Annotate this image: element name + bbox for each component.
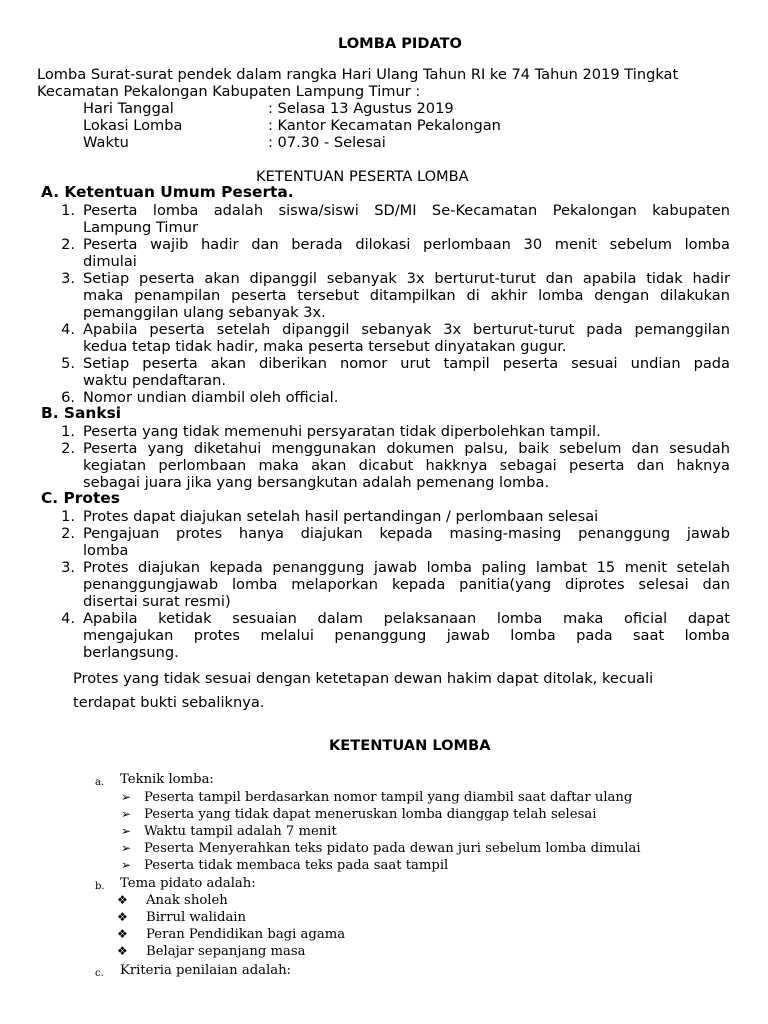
list-item-line: berlangsung.	[83, 644, 179, 661]
teknik-item: Peserta Menyerahkan teks pidato pada dewan juri sebelum lomba dimulai	[144, 841, 641, 856]
list-item-line: pemanggilan ulang sebanyak 3x.	[83, 304, 326, 321]
detail-label-date: Hari Tanggal	[83, 100, 174, 117]
list-item-line: Pengajuan protes hanya diajukan kepada masing-masing penanggung jawab	[83, 525, 730, 542]
tema-item: Birrul walidain	[146, 910, 247, 925]
detail-value-location: : Kantor Kecamatan Pekalongan	[268, 117, 501, 134]
section-heading-peserta: KETENTUAN PESERTA LOMBA	[256, 168, 469, 185]
list-number: 4.	[61, 321, 75, 338]
tema-item: Belajar sepanjang masa	[146, 944, 306, 959]
list-item-line: Protes dapat diajukan setelah hasil pertandingan / perlombaan selesai	[83, 508, 599, 525]
teknik-item: Peserta yang tidak dapat meneruskan lomba dianggap telah selesai	[144, 807, 597, 822]
tema-item: Anak sholeh	[146, 893, 228, 908]
list-letter-b: b.	[95, 881, 105, 892]
list-number: 1.	[61, 508, 75, 525]
list-number: 3.	[61, 559, 75, 576]
section-c-heading: C. Protes	[41, 489, 120, 507]
diamond-bullet-icon: ❖	[117, 893, 128, 907]
detail-value-date: : Selasa 13 Agustus 2019	[268, 100, 454, 117]
list-item-line: maka penampilan peserta tersebut ditampilkan di akhir lomba dengan dilakukan	[83, 287, 730, 304]
list-number: 3.	[61, 270, 75, 287]
list-number: 6.	[61, 389, 75, 406]
diamond-bullet-icon: ❖	[117, 944, 128, 958]
teknik-lomba-label: Teknik lomba:	[120, 772, 214, 787]
intro-line-2: Kecamatan Pekalongan Kabupaten Lampung Timur :	[37, 83, 421, 100]
list-number: 4.	[61, 610, 75, 627]
arrow-bullet-icon: ➢	[121, 807, 132, 821]
list-item-line: penanggungjawab lomba melaporkan kepada panitia(yang diprotes selesai dan	[83, 576, 730, 593]
list-item-line: kedua tetap tidak hadir, maka peserta tersebut dinyatakan gugur.	[83, 338, 567, 355]
list-item-line: Protes diajukan kepada penanggung jawab lomba paling lambat 15 menit setelah	[83, 559, 730, 576]
list-item-line: Setiap peserta akan dipanggil sebanyak 3x berturut-turut dan apabila tidak hadir	[83, 270, 730, 287]
list-item-line: kegiatan perlombaan maka akan dicabut hakknya sebagai peserta dan haknya	[83, 457, 730, 474]
list-item-line: Nomor undian diambil oleh official.	[83, 389, 339, 406]
list-number: 2.	[61, 525, 75, 542]
list-number: 1.	[61, 423, 75, 440]
tema-item: Peran Pendidikan bagi agama	[146, 927, 346, 942]
detail-label-location: Lokasi Lomba	[83, 117, 183, 134]
teknik-item: Peserta tidak membaca teks pada saat tampil	[144, 858, 449, 873]
detail-value-time: : 07.30 - Selesai	[268, 134, 386, 151]
arrow-bullet-icon: ➢	[121, 858, 132, 872]
list-item-line: Setiap peserta akan diberikan nomor urut tampil peserta sesuai undian pada	[83, 355, 730, 372]
list-item-line: Peserta lomba adalah siswa/siswi SD/MI Se-Kecamatan Pekalongan kabupaten	[83, 202, 730, 219]
list-item-line: disertai surat resmi)	[83, 593, 231, 610]
list-item-line: Lampung Timur	[83, 219, 198, 236]
kriteria-label: Kriteria penilaian adalah:	[120, 963, 292, 978]
protes-note-line-1: Protes yang tidak sesuai dengan ketetapan dewan hakim dapat ditolak, kecuali	[73, 670, 654, 687]
diamond-bullet-icon: ❖	[117, 927, 128, 941]
tema-pidato-label: Tema pidato adalah:	[120, 876, 256, 891]
list-item-line: Peserta yang tidak memenuhi persyaratan tidak diperbolehkan tampil.	[83, 423, 601, 440]
list-number: 5.	[61, 355, 75, 372]
list-item-line: Apabila peserta setelah dipanggil sebanyak 3x berturut-turut pada pemanggilan	[83, 321, 730, 338]
list-number: 2.	[61, 236, 75, 253]
arrow-bullet-icon: ➢	[121, 790, 132, 804]
list-item-line: Peserta yang diketahui menggunakan dokumen palsu, baik sebelum dan sesudah	[83, 440, 730, 457]
arrow-bullet-icon: ➢	[121, 824, 132, 838]
diamond-bullet-icon: ❖	[117, 910, 128, 924]
intro-line-1: Lomba Surat-surat pendek dalam rangka Hari Ulang Tahun RI ke 74 Tahun 2019 Tingkat	[37, 66, 679, 83]
list-item-line: mengajukan protes melalui penanggung jawab lomba pada saat lomba	[83, 627, 730, 644]
list-letter-c: c.	[95, 968, 104, 979]
section-heading-lomba: KETENTUAN LOMBA	[329, 737, 491, 754]
list-letter-a: a.	[95, 777, 105, 788]
list-number: 1.	[61, 202, 75, 219]
section-a-heading: A. Ketentuan Umum Peserta.	[41, 183, 294, 201]
page-title: LOMBA PIDATO	[338, 35, 462, 52]
list-item-line: Apabila ketidak sesuaian dalam pelaksanaan lomba maka oficial dapat	[83, 610, 730, 627]
arrow-bullet-icon: ➢	[121, 841, 132, 855]
list-item-line: waktu pendaftaran.	[83, 372, 227, 389]
list-item-line: dimulai	[83, 253, 137, 270]
teknik-item: Peserta tampil berdasarkan nomor tampil yang diambil saat daftar ulang	[144, 790, 633, 805]
detail-label-time: Waktu	[83, 134, 129, 151]
protes-note-line-2: terdapat bukti sebaliknya.	[73, 694, 265, 711]
list-number: 2.	[61, 440, 75, 457]
teknik-item: Waktu tampil adalah 7 menit	[144, 824, 337, 839]
list-item-line: lomba	[83, 542, 129, 559]
section-b-heading: B. Sanksi	[41, 404, 122, 422]
list-item-line: sebagai juara jika yang bersangkutan adalah pemenang lomba.	[83, 474, 550, 491]
list-item-line: Peserta wajib hadir dan berada dilokasi perlombaan 30 menit sebelum lomba	[83, 236, 730, 253]
